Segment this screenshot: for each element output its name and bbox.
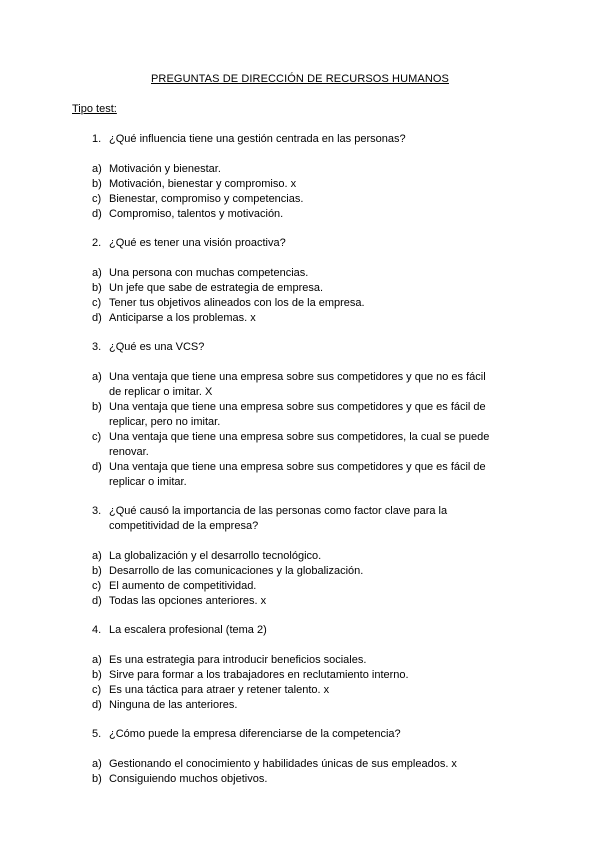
option-text: Todas las opciones anteriores. x — [109, 595, 267, 607]
question-heading — [0, 623, 600, 638]
option-text: Tener tus objetivos alineados con los de la empresa. — [109, 297, 365, 309]
question-heading — [0, 132, 600, 147]
question-number: 1. — [92, 133, 102, 145]
option-letter: a) — [92, 267, 102, 279]
option-text: La globalización y el desarrollo tecnológico. — [109, 550, 322, 562]
answer-option — [0, 311, 600, 326]
question-heading — [0, 236, 600, 251]
question-text: La escalera profesional (tema 2) — [109, 624, 267, 636]
answer-option — [0, 698, 600, 713]
option-text: Desarrollo de las comunicaciones y la globalización. — [109, 565, 364, 577]
option-text: Ninguna de las anteriores. — [109, 699, 238, 711]
option-letter: c) — [92, 297, 102, 309]
answer-option — [0, 757, 600, 772]
question-heading — [0, 340, 600, 355]
question-text: ¿Qué es una VCS? — [109, 341, 205, 353]
option-letter: b) — [92, 401, 102, 413]
answer-option — [0, 549, 600, 564]
option-text: Una ventaja que tiene una empresa sobre sus competidores y que no es fácil de replicar o imitar. X — [109, 371, 486, 398]
option-letter: d) — [92, 699, 102, 711]
answer-option — [0, 579, 600, 594]
option-letter: b) — [92, 178, 102, 190]
answer-option — [0, 162, 600, 177]
questions-list — [0, 132, 600, 801]
option-text: El aumento de competitividad. — [109, 580, 257, 592]
option-text: Compromiso, talentos y motivación. — [109, 208, 284, 220]
answer-option — [0, 192, 600, 207]
question-text: ¿Qué influencia tiene una gestión centrada en las personas? — [109, 133, 406, 145]
option-text: Es una táctica para atraer y retener talento. x — [109, 684, 330, 696]
option-letter: c) — [92, 193, 102, 205]
option-text: Una ventaja que tiene una empresa sobre sus competidores, la cual se puede renovar. — [109, 431, 490, 458]
answer-option — [0, 296, 600, 311]
option-letter: c) — [92, 580, 102, 592]
option-letter: c) — [92, 684, 102, 696]
question-number: 3. — [92, 341, 102, 353]
document-title: PREGUNTAS DE DIRECCIÓN DE RECURSOS HUMANOS — [151, 73, 449, 85]
option-letter: a) — [92, 163, 102, 175]
answer-option — [0, 683, 600, 698]
option-text: Una persona con muchas competencias. — [109, 267, 309, 279]
answer-option — [0, 564, 600, 579]
answer-option — [0, 207, 600, 222]
option-text: Anticiparse a los problemas. x — [109, 312, 256, 324]
answer-option — [0, 594, 600, 609]
document-subtitle: Tipo test: — [72, 103, 117, 115]
option-letter: a) — [92, 758, 102, 770]
question-number: 5. — [92, 728, 102, 740]
question-number: 2. — [92, 237, 102, 249]
option-letter: a) — [92, 550, 102, 562]
option-text: Gestionando el conocimiento y habilidades únicas de sus empleados. x — [109, 758, 457, 770]
option-text: Consiguiendo muchos objetivos. — [109, 773, 268, 785]
answer-option — [0, 460, 600, 490]
answer-option — [0, 772, 600, 787]
answer-option — [0, 430, 600, 460]
option-text: Es una estrategia para introducir beneficios sociales. — [109, 654, 367, 666]
option-letter: c) — [92, 431, 102, 443]
option-text: Una ventaja que tiene una empresa sobre sus competidores y que es fácil de replicar, pero no imitar. — [109, 401, 486, 428]
option-letter: d) — [92, 312, 102, 324]
question-text: ¿Qué es tener una visión proactiva? — [109, 237, 286, 249]
question-block — [0, 504, 600, 609]
option-text: Una ventaja que tiene una empresa sobre sus competidores y que es fácil de replicar o imitar. — [109, 461, 486, 488]
option-letter: b) — [92, 669, 102, 681]
question-block — [0, 236, 600, 326]
option-letter: b) — [92, 282, 102, 294]
option-letter: d) — [92, 208, 102, 220]
answer-option — [0, 653, 600, 668]
answer-option — [0, 281, 600, 296]
option-letter: a) — [92, 654, 102, 666]
answer-option — [0, 370, 600, 400]
question-number: 3. — [92, 505, 102, 517]
question-block — [0, 727, 600, 787]
question-text: ¿Cómo puede la empresa diferenciarse de la competencia? — [109, 728, 401, 740]
option-letter: b) — [92, 565, 102, 577]
question-block — [0, 340, 600, 490]
option-text: Bienestar, compromiso y competencias. — [109, 193, 304, 205]
question-text: ¿Qué causó la importancia de las personas como factor clave para la competitividad de la empresa? — [109, 505, 448, 532]
answer-option — [0, 668, 600, 683]
answer-option — [0, 266, 600, 281]
option-letter: d) — [92, 461, 102, 473]
option-text: Motivación y bienestar. — [109, 163, 221, 175]
question-heading — [0, 504, 600, 534]
option-letter: d) — [92, 595, 102, 607]
question-number: 4. — [92, 624, 102, 636]
option-text: Motivación, bienestar y compromiso. x — [109, 178, 297, 190]
answer-option — [0, 177, 600, 192]
option-letter: a) — [92, 371, 102, 383]
answer-option — [0, 400, 600, 430]
question-block — [0, 623, 600, 713]
question-heading — [0, 727, 600, 742]
question-block — [0, 132, 600, 222]
option-letter: b) — [92, 773, 102, 785]
option-text: Sirve para formar a los trabajadores en reclutamiento interno. — [109, 669, 409, 681]
option-text: Un jefe que sabe de estrategia de empresa. — [109, 282, 324, 294]
